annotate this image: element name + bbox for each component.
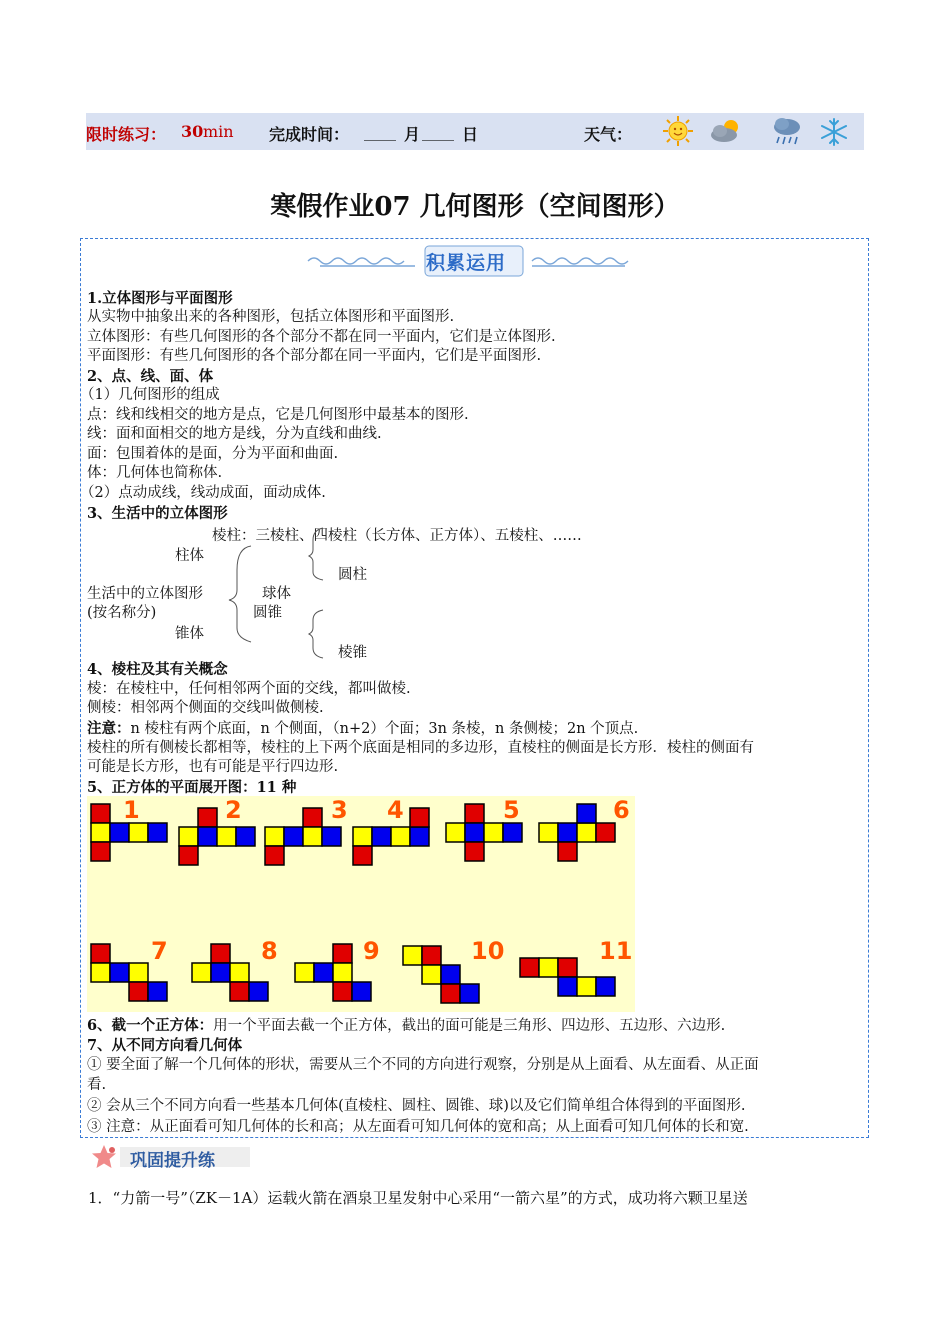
tree-pyramid: 棱锥 (338, 645, 367, 661)
net-square (596, 977, 615, 996)
net-square (91, 823, 110, 842)
s6-heading: 6、截一个正方体： (87, 1017, 214, 1034)
tree-cone-group: 锥体 (175, 626, 204, 642)
star-icon (90, 1143, 120, 1171)
cloudy-icon[interactable] (708, 116, 746, 146)
net-square (249, 982, 268, 1001)
net-square (129, 823, 148, 842)
net-square (303, 827, 322, 846)
net-square (198, 808, 217, 827)
cube-nets-figure (87, 796, 635, 1012)
cube-net-9 (295, 937, 380, 1001)
tree-root-line-1: 生活中的立体图形 (87, 586, 203, 602)
net-square (91, 842, 110, 861)
net-square (265, 846, 284, 865)
s4-line-5: 可能是长方形，也有可能是平行四边形. (87, 759, 339, 775)
cube-net-7 (91, 937, 168, 1001)
s6-line (87, 1016, 725, 1037)
section-banner: 积累运用 (426, 252, 507, 274)
net-square (352, 982, 371, 1001)
s2-line-6: （2）点动成线，线动成面，面动成体. (80, 485, 326, 501)
net-square (465, 823, 484, 842)
page-title: 寒假作业07 几何图形（空间图形） (270, 192, 680, 222)
net-square (110, 963, 129, 982)
snow-icon[interactable] (819, 117, 849, 147)
s7-line-2: ② 会从三个不同方向看一些基本几何体(直棱柱、圆柱、圆锥、球)以及它们简单组合体得到的平面图形. (87, 1098, 746, 1114)
net-square (333, 963, 352, 982)
practice-banner: 巩固提升练 (130, 1151, 215, 1171)
net-square (422, 965, 441, 984)
net-square (217, 827, 236, 846)
net-square (303, 808, 322, 827)
tree-cylinder-group: 柱体 (175, 548, 204, 564)
net-square (465, 804, 484, 823)
net-square (558, 977, 577, 996)
cube-net-4 (353, 796, 429, 865)
s2-line-1: （1）几何图形的组成 (80, 387, 220, 403)
s4-note-text: n 棱柱有两个底面，n 个侧面，（n+2）个面；3n 条棱，n 条侧棱；2n 个顶点. (130, 721, 639, 737)
s1-line-2: 立体图形：有些几何图形的各个部分不都在同一平面内，它们是立体图形. (87, 329, 556, 345)
net-square (539, 958, 558, 977)
tree-root-line-2: (按名称分) (87, 605, 157, 621)
completion-label: 完成时间： (269, 125, 350, 144)
net-square (91, 804, 110, 823)
net-square (322, 827, 341, 846)
net-square (129, 982, 148, 1001)
net-square (211, 963, 230, 982)
tree-sphere: 球体 (262, 586, 291, 602)
s4-line-1: 棱：在棱柱中，任何相邻两个面的交线，都叫做棱. (87, 681, 411, 697)
net-square (520, 958, 539, 977)
net-square (460, 984, 479, 1003)
net-square (179, 846, 198, 865)
net-square (148, 982, 167, 1001)
net-square (129, 963, 148, 982)
s2-line-4: 面：包围着体的是面，分为平面和曲面. (87, 446, 339, 462)
net-square (198, 827, 217, 846)
net-square (441, 984, 460, 1003)
net-number-label: 8 (261, 937, 278, 965)
net-square (539, 823, 558, 842)
s1-line-3: 平面图形：有些几何图形的各个部分都在同一平面内，它们是平面图形. (87, 348, 542, 364)
net-square (422, 946, 441, 965)
net-number-label: 7 (151, 937, 168, 965)
day-label: 日 (462, 125, 479, 144)
s4-line-2: 侧棱：相邻两个侧面的交线叫做侧棱. (87, 700, 324, 716)
net-square (236, 827, 255, 846)
net-square (295, 963, 314, 982)
s7-heading: 7、从不同方向看几何体 (87, 1037, 243, 1054)
s1-heading: 1.立体图形与平面图形 (87, 290, 233, 307)
s7-line-1: ① 要全面了解一个几何体的形状，需要从三个不同的方向进行观察，分别是从上面看、从左面看、从正面 (87, 1057, 759, 1073)
tree-prism-line: 棱柱：三棱柱、四棱柱（长方体、正方体）、五棱柱、…… (212, 528, 582, 544)
cube-net-3 (265, 796, 348, 865)
month-label: 月 (404, 125, 421, 144)
net-number-label: 6 (613, 796, 630, 824)
net-square (110, 823, 129, 842)
net-square (314, 963, 333, 982)
net-number-label: 9 (363, 937, 380, 965)
cube-net-6 (539, 796, 630, 861)
net-square (192, 963, 211, 982)
s3-heading: 3、生活中的立体图形 (87, 505, 228, 522)
net-number-label: 2 (225, 796, 242, 824)
net-square (333, 982, 352, 1001)
net-number-label: 11 (599, 937, 633, 965)
s2-line-2: 点：线和线相交的地方是点，它是几何图形中最基本的图形. (87, 407, 469, 423)
net-square (465, 842, 484, 861)
s1-line-1: 从实物中抽象出来的各种图形，包括立体图形和平面图形. (87, 309, 455, 325)
net-square (230, 982, 249, 1001)
timed-unit: min (203, 122, 234, 141)
tree-cone: 圆锥 (253, 605, 282, 621)
net-square (577, 977, 596, 996)
net-square (577, 804, 596, 823)
net-square (558, 823, 577, 842)
month-blank[interactable]: ____ (364, 122, 396, 141)
cube-net-10 (403, 937, 504, 1003)
cube-nets-panel (87, 796, 635, 1012)
net-square (403, 946, 422, 965)
net-square (91, 944, 110, 963)
net-number-label: 3 (331, 796, 348, 824)
s4-note (87, 719, 638, 740)
net-square (410, 808, 429, 827)
net-square (577, 823, 596, 842)
s5-heading: 5、正方体的平面展开图：11 种 (87, 779, 297, 796)
net-square (391, 827, 410, 846)
net-square (353, 846, 372, 865)
net-square (148, 823, 167, 842)
timed-value: 30 (181, 122, 204, 141)
s4-heading: 4、棱柱及其有关概念 (87, 661, 228, 678)
day-blank[interactable]: ____ (422, 122, 454, 141)
net-number-label: 1 (123, 796, 140, 824)
s2-line-5: 体：几何体也简称体. (87, 465, 223, 481)
net-square (372, 827, 391, 846)
net-square (333, 944, 352, 963)
rain-icon[interactable] (770, 116, 804, 148)
weather-label: 天气： (584, 125, 633, 144)
cube-net-8 (192, 937, 278, 1001)
net-number-label: 10 (471, 937, 505, 965)
net-square (503, 823, 522, 842)
cube-net-1 (91, 796, 167, 861)
sunny-icon[interactable] (660, 114, 696, 148)
net-square (558, 842, 577, 861)
s2-heading: 2、点、线、面、体 (87, 368, 214, 385)
header-bar (86, 113, 864, 150)
question-1: 1．“力箭一号”（ZK－1A）运载火箭在酒泉卫星发射中心采用“一箭六星”的方式，成功将六颗卫星送 (88, 1189, 748, 1207)
net-square (353, 827, 372, 846)
timed-label: 限时练习： (86, 125, 167, 144)
net-square (558, 958, 577, 977)
net-square (284, 827, 303, 846)
s4-note-label: 注意： (87, 720, 131, 737)
net-number-label: 4 (387, 796, 404, 824)
cube-net-5 (446, 796, 522, 861)
net-square (484, 823, 503, 842)
s2-line-3: 线：面和面相交的地方是线，分为直线和曲线. (87, 426, 382, 442)
s7-line-3: ③ 注意：从正面看可知几何体的长和高；从左面看可知几何体的宽和高；从上面看可知几何体的长和宽. (87, 1119, 749, 1135)
net-square (91, 963, 110, 982)
s4-line-4: 棱柱的所有侧棱长都相等，棱柱的上下两个底面是相同的多边形，直棱柱的侧面是长方形．棱柱的侧面有 (87, 740, 754, 756)
net-square (230, 963, 249, 982)
net-square (211, 944, 230, 963)
net-square (265, 827, 284, 846)
net-square (441, 965, 460, 984)
cube-net-2 (179, 796, 255, 865)
tree-cylinder: 圆柱 (338, 567, 367, 583)
net-square (179, 827, 198, 846)
net-square (596, 823, 615, 842)
s7-line-1b: 看. (87, 1077, 107, 1093)
tree-braces (225, 520, 345, 670)
net-square (446, 823, 465, 842)
cube-net-11 (520, 937, 632, 996)
s6-text: 用一个平面去截一个正方体，截出的面可能是三角形、四边形、五边形、六边形. (213, 1018, 726, 1034)
net-square (410, 827, 429, 846)
net-number-label: 5 (503, 796, 520, 824)
